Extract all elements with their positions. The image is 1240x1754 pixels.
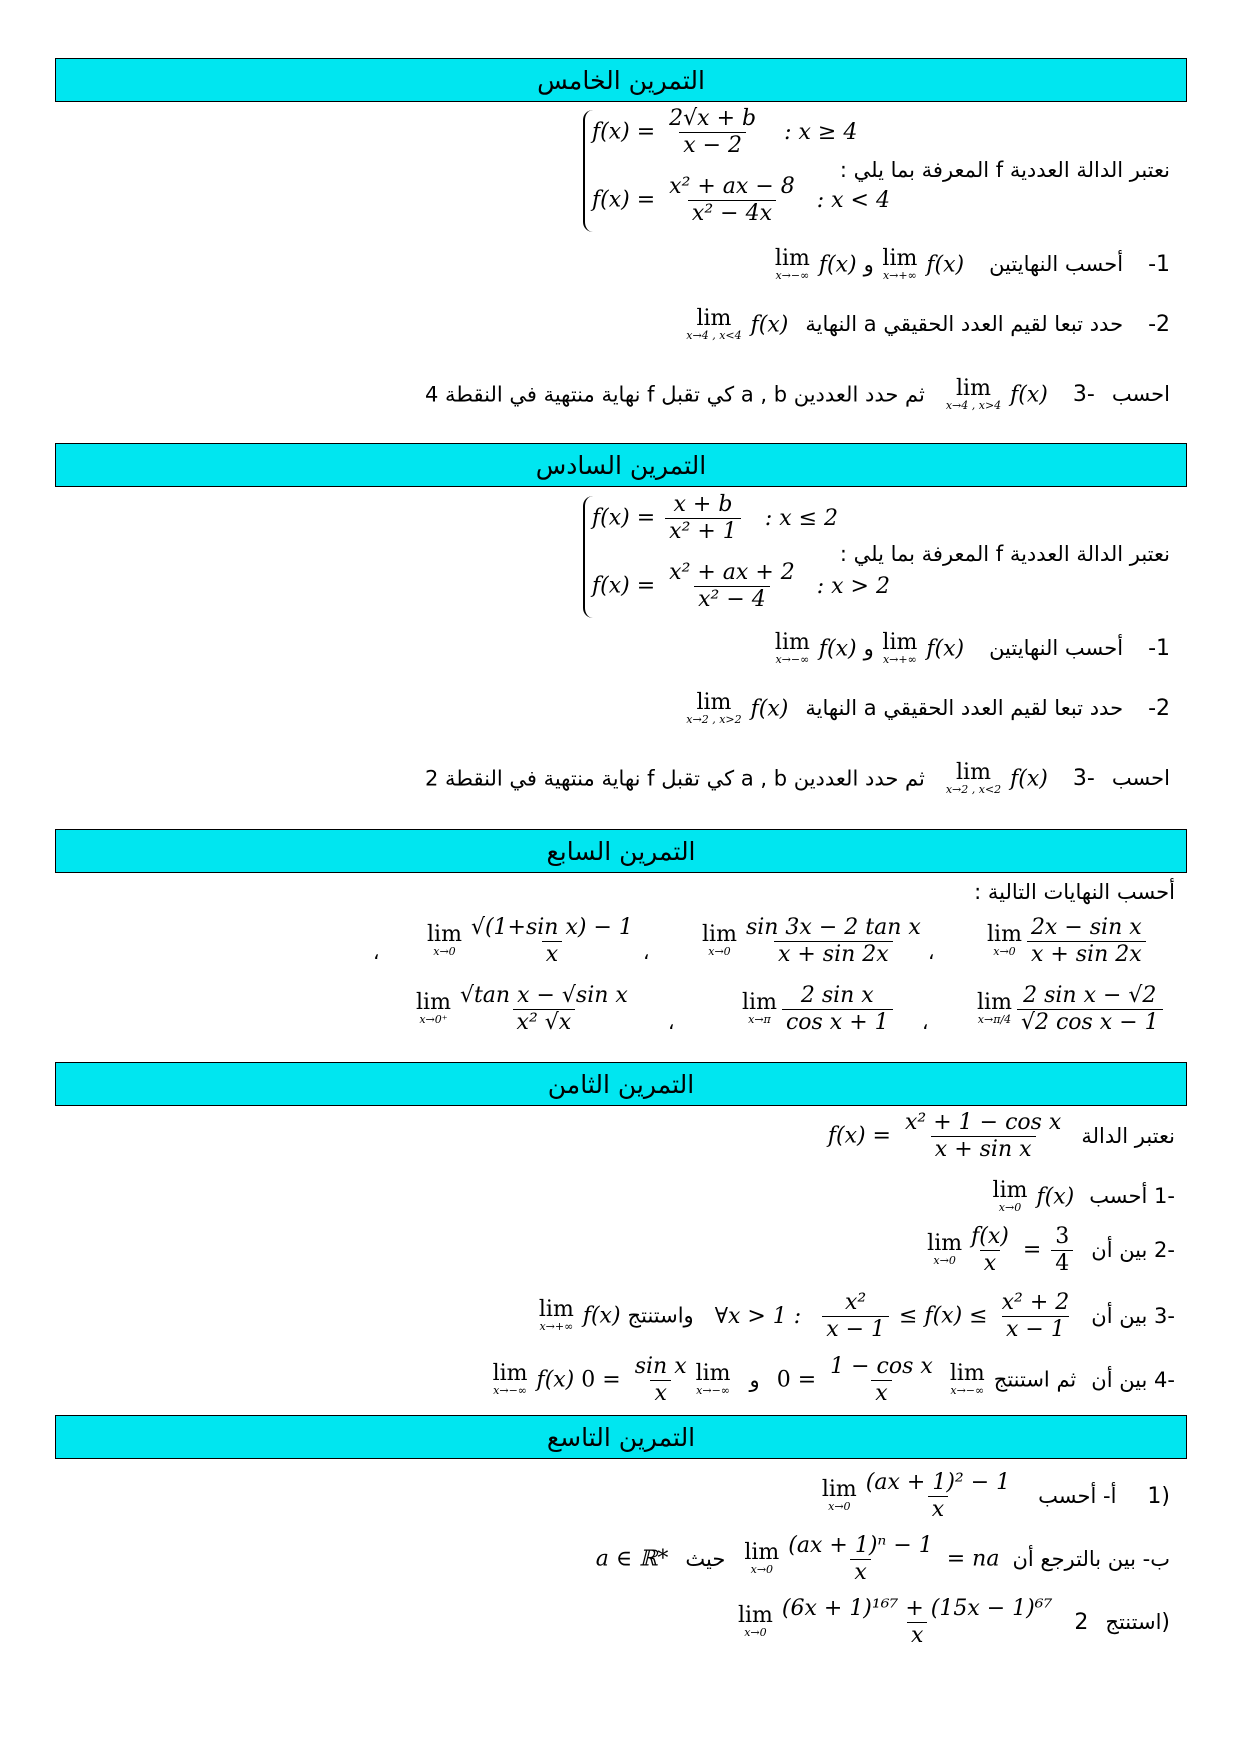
ex7-lim3-den: x bbox=[542, 941, 562, 966]
ex7-lim6-num: √tan x − √sin x bbox=[459, 983, 628, 1008]
exercise-5-title: التمرين الخامس bbox=[537, 65, 705, 95]
ex6-case1-cond: : x ≤ 2 bbox=[764, 505, 839, 531]
ex5-case2-num: x² + ax − 8 bbox=[669, 174, 795, 199]
ex6-case1-den: x² + 1 bbox=[665, 518, 741, 543]
lim-label: lim x→π/4 bbox=[977, 990, 1012, 1027]
lim-label: lim x→−∞ bbox=[949, 1361, 985, 1398]
lim-left: lim x→−∞ bbox=[774, 630, 810, 666]
ex5-case2-cond: : x < 4 bbox=[816, 187, 890, 213]
ex8-intro: نعتبر الدالة bbox=[1081, 1123, 1175, 1148]
ex8-q4-a-num: sin x bbox=[634, 1354, 687, 1379]
lim-label: lim x→0 bbox=[821, 1477, 857, 1514]
ex7-lim1-sub: x→0 bbox=[993, 945, 1016, 959]
exercise-9-banner bbox=[55, 1415, 1187, 1459]
ex6-case1-fraction bbox=[665, 494, 741, 543]
ex7-lim2-fraction bbox=[742, 917, 925, 966]
ex6-case-2 bbox=[592, 562, 890, 611]
ex8-q3-label: -3 بين أن bbox=[1091, 1303, 1175, 1328]
lim-right: lim x→+∞ bbox=[882, 246, 918, 282]
ex5-case2-fraction bbox=[665, 176, 799, 225]
ex9-q1b-sub: x→0 bbox=[750, 1563, 774, 1577]
ex6-case2-cond: : x > 2 bbox=[816, 573, 890, 599]
lim-label: lim x→−∞ bbox=[695, 1361, 731, 1398]
ex6-intro: نعتبر الدالة العددية f المعرفة بما يلي : bbox=[839, 542, 1170, 566]
ex7-limit-6 bbox=[414, 985, 635, 1034]
ex6-case2-num: x² + ax + 2 bbox=[669, 560, 795, 585]
ex6-case2-den: x² − 4 bbox=[694, 586, 770, 611]
ex7-lim3-num: √(1+sin x) − 1 bbox=[470, 915, 633, 940]
ex7-limit-1 bbox=[985, 917, 1149, 966]
ex5-q2-sub: x→4 , x<4 bbox=[686, 329, 742, 342]
ex8-definition bbox=[828, 1112, 1175, 1161]
exercise-8-title: التمرين الثامن bbox=[547, 1069, 695, 1099]
lim-label: lim x→0 bbox=[992, 1178, 1028, 1214]
ex6-q2-sub: x→2 , x>2 bbox=[686, 713, 742, 726]
ex9-q1-den: x bbox=[928, 1496, 948, 1521]
ex8-question-1: lim x→0 f(x) -1 أحسب bbox=[992, 1178, 1175, 1214]
ex8-question-4: lim x→−∞ f(x) ثم استنتج lim x→−∞ $\frac{\text{1 − cos x}}{x}$ = 0 و lim x→−∞ $\frac{\text{sin x}}{x}$ = 0 -4 بين أن bbox=[492, 1354, 1175, 1406]
ex8-q3-left-fraction bbox=[822, 1292, 889, 1341]
ex9-q2-text: استنتج bbox=[1105, 1609, 1162, 1634]
lim-label: lim x→0 bbox=[702, 922, 737, 959]
ex7-lim1-den: x + sin 2x bbox=[1027, 941, 1146, 966]
ex6-q1-text: أحسب النهايتين bbox=[989, 636, 1124, 661]
lim-label: lim x→0 bbox=[737, 1603, 773, 1640]
ex6-q1-sub-a: x→−∞ bbox=[775, 653, 810, 666]
ex6-question-3: ثم حدد العددين a , b كي تقبل f نهاية منتهية في النقطة 2 lim x→2 , x<2 f(x) احسب -3 bbox=[424, 760, 1170, 796]
exercise-5-banner bbox=[55, 58, 1187, 102]
ex7-lim3-fraction bbox=[467, 917, 637, 966]
ex9-question-1a bbox=[820, 1472, 1170, 1521]
ex8-q4-sub-a: x→−∞ bbox=[696, 1384, 730, 1398]
ex5-case1-fraction bbox=[665, 108, 760, 157]
ex8-q2-den: x bbox=[980, 1250, 1000, 1275]
ex5-q2-text: حدد تبعا لقيم العدد الحقيقي a النهاية bbox=[805, 312, 1124, 337]
ex7-lim3-sub: x→0 bbox=[433, 945, 456, 959]
ex8-q4-b-rhs: = 0 bbox=[776, 1367, 817, 1393]
lim-4-minus: lim x→4 , x<4 bbox=[686, 306, 742, 342]
ex5-q1-sub-b: x→+∞ bbox=[882, 269, 917, 282]
lim-4-plus: lim x→4 , x>4 bbox=[945, 376, 1002, 412]
ex8-f-den: x + sin x bbox=[931, 1136, 1036, 1161]
ex7-lim4-fraction bbox=[1017, 985, 1163, 1034]
lim-right: lim x→+∞ bbox=[882, 630, 918, 666]
ex8-q3-mid: ≤ f(x) ≤ bbox=[899, 1303, 988, 1329]
ex8-q4-a-den: x bbox=[650, 1380, 670, 1405]
ex8-q4-label: -4 بين أن bbox=[1091, 1367, 1175, 1392]
lim-label bbox=[927, 1233, 962, 1268]
ex9-q1b-num: (ax + 1)ⁿ − 1 bbox=[788, 1533, 933, 1558]
ex6-case2-fraction bbox=[665, 562, 799, 611]
ex7-limit-5 bbox=[740, 985, 896, 1034]
separator: ، bbox=[928, 940, 935, 964]
ex6-case-1 bbox=[592, 494, 838, 543]
ex6-q3-sub: x→2 , x<2 bbox=[945, 783, 1002, 796]
ex6-q3-num: -3 bbox=[1072, 766, 1095, 792]
exercise-8-banner bbox=[55, 1062, 1187, 1106]
lim-label: lim x→0⁺ bbox=[416, 990, 451, 1027]
ex8-q3-left-num: x² bbox=[845, 1290, 867, 1315]
lim-label: lim x→0 bbox=[744, 1540, 780, 1577]
ex8-q3-left-den: x − 1 bbox=[822, 1316, 889, 1341]
ex8-q2-rhs-den: 4 bbox=[1051, 1250, 1073, 1275]
ex8-q4-conclusion: ثم استنتج bbox=[993, 1367, 1077, 1392]
ex7-lim1-num: 2x − sin x bbox=[1030, 915, 1142, 940]
ex6-q2-num: -2 bbox=[1148, 696, 1170, 722]
ex8-q1-sub: x→0 bbox=[998, 1201, 1022, 1214]
separator: ، bbox=[373, 940, 380, 964]
ex5-q3-sub: x→4 , x>4 bbox=[945, 399, 1002, 412]
lim-label: lim x→π bbox=[742, 990, 777, 1027]
ex9-q1b-set: a ∈ ℝ* bbox=[595, 1546, 669, 1572]
lim-2-plus: lim x→2 , x>2 bbox=[686, 690, 742, 726]
ex9-q2-den: x bbox=[907, 1622, 927, 1647]
ex8-q1-label: -1 أحسب bbox=[1089, 1184, 1175, 1209]
ex5-question-2: lim x→4 , x<4 f(x) حدد تبعا لقيم العدد الحقيقي a النهاية -2 bbox=[686, 306, 1170, 342]
ex9-q1b-fraction bbox=[784, 1535, 936, 1584]
ex6-q3-text: احسب bbox=[1111, 766, 1170, 791]
ex8-q2-label: -2 بين أن bbox=[1091, 1237, 1175, 1262]
ex8-q4-b-num: 1 − cos x bbox=[830, 1354, 933, 1379]
ex5-case2-lhs: f(x) = bbox=[592, 187, 656, 213]
ex9-q2-num: (6x + 1)¹⁶⁷ + (15x − 1)⁶⁷ bbox=[781, 1596, 1053, 1621]
exercise-9-title: التمرين التاسع bbox=[546, 1422, 696, 1452]
ex9-q1-num: (ax + 1)² − 1 bbox=[865, 1470, 1011, 1495]
exercise-7-banner bbox=[55, 829, 1187, 873]
ex9-q1b-text: ب- بين بالترجع أن bbox=[1012, 1546, 1170, 1571]
ex9-q1b-where: حيث bbox=[685, 1546, 726, 1571]
ex8-question-3: lim x→+∞ f(x) واستنتج ∀x > 1 : $\frac{\text{x²}}{x - 1}$ ≤ f(x) ≤ $\frac{\text{x² + 2}}{x - 1}$ -3 بين أن bbox=[538, 1290, 1175, 1342]
ex6-q1-sub-b: x→+∞ bbox=[882, 653, 917, 666]
ex7-limit-4 bbox=[975, 985, 1166, 1034]
ex9-q1-label: 1) bbox=[1147, 1483, 1170, 1509]
ex9-q1b-rhs: = na bbox=[946, 1546, 1000, 1572]
exercise-6-title: التمرين السادس bbox=[535, 450, 707, 480]
ex9-question-1b bbox=[596, 1535, 1170, 1584]
ex6-case2-lhs: f(x) = bbox=[592, 573, 656, 599]
ex5-case-1 bbox=[592, 108, 857, 157]
ex5-q3-text: احسب bbox=[1111, 382, 1170, 407]
ex7-lim2-den: x + sin 2x bbox=[774, 941, 893, 966]
separator: ، bbox=[643, 940, 650, 964]
ex6-q2-text: حدد تبعا لقيم العدد الحقيقي a النهاية bbox=[805, 696, 1124, 721]
ex8-question-2: lim x→0 $\frac{f(x)}{x}$ = $\frac{3}{4}$ -2 بين أن bbox=[927, 1224, 1175, 1276]
ex7-limit-3 bbox=[425, 917, 640, 966]
separator: ، bbox=[922, 1010, 929, 1034]
ex7-lim1-fraction bbox=[1027, 917, 1146, 966]
ex8-q2-lim: lim bbox=[927, 1231, 963, 1257]
ex7-lim2-sub: x→0 bbox=[708, 945, 731, 959]
exercise-7-title: التمرين السابع bbox=[546, 836, 696, 866]
ex8-q2-rhs bbox=[1051, 1226, 1073, 1275]
lim-label: lim x→+∞ bbox=[538, 1297, 574, 1334]
ex9-q1-sub: x→0 bbox=[828, 1500, 851, 1514]
ex7-limit-2 bbox=[700, 917, 928, 966]
ex6-q1-num: -1 bbox=[1148, 636, 1170, 662]
ex9-question-2 bbox=[736, 1598, 1170, 1647]
ex5-case2-den: x² − 4x bbox=[688, 200, 776, 225]
ex8-q3-right-fraction bbox=[998, 1292, 1074, 1341]
lim-left: lim x→−∞ bbox=[774, 246, 810, 282]
ex8-f-num: x² + 1 − cos x bbox=[905, 1110, 1062, 1135]
ex6-question-2: lim x→2 , x>2 f(x) حدد تبعا لقيم العدد الحقيقي a النهاية -2 bbox=[686, 690, 1170, 726]
ex8-q4-a-fraction bbox=[631, 1356, 691, 1405]
ex8-q2-num: f(x) bbox=[971, 1224, 1009, 1249]
ex6-question-1: lim x→−∞ f(x) و lim x→+∞ f(x) أحسب النهايتين -1 bbox=[774, 630, 1170, 666]
ex7-lim4-den: √2 cos x − 1 bbox=[1017, 1009, 1163, 1034]
ex8-q3-right-den: x − 1 bbox=[1002, 1316, 1069, 1341]
ex9-q1b-den: x bbox=[850, 1559, 870, 1584]
ex9-q1-fraction bbox=[862, 1472, 1014, 1521]
ex7-intro: أحسب النهايات التالية : bbox=[974, 880, 1175, 904]
ex8-f-fraction bbox=[901, 1112, 1065, 1161]
ex9-q2-label: 2) bbox=[1074, 1609, 1170, 1635]
ex7-lim5-fraction bbox=[782, 985, 893, 1034]
lim-label: lim x→−∞ bbox=[492, 1361, 528, 1398]
ex6-case1-num: x + b bbox=[673, 492, 733, 517]
ex5-q3-rest: ثم حدد العددين a , b كي تقبل f نهاية منتهية في النقطة 4 bbox=[424, 382, 925, 407]
ex5-case1-lhs: f(x) = bbox=[592, 119, 656, 145]
ex8-f-lhs: f(x) = bbox=[827, 1123, 891, 1149]
ex5-q3-num: -3 bbox=[1072, 382, 1095, 408]
ex5-question-1: lim x→−∞ f(x) و lim x→+∞ f(x) أحسب النهايتين -1 bbox=[774, 246, 1170, 282]
ex8-q3-conclusion: واستنتج bbox=[627, 1303, 694, 1328]
lim-label: lim x→0 bbox=[987, 922, 1022, 959]
ex5-question-3: ثم حدد العددين a , b كي تقبل f نهاية منتهية في النقطة 4 lim x→4 , x>4 f(x) احسب -3 bbox=[424, 376, 1170, 412]
ex5-case1-num: 2√x + b bbox=[669, 106, 757, 131]
ex7-lim5-sub: x→π bbox=[748, 1013, 771, 1027]
ex7-lim2-num: sin 3x − 2 tan x bbox=[745, 915, 921, 940]
ex5-q1-num: -1 bbox=[1148, 252, 1170, 278]
ex8-q4-a-rhs: = 0 bbox=[581, 1367, 621, 1393]
ex8-q2-fraction bbox=[967, 1226, 1013, 1275]
ex7-lim5-den: cos x + 1 bbox=[782, 1009, 893, 1034]
ex7-lim6-sub: x→0⁺ bbox=[419, 1013, 448, 1027]
ex5-q1-sub-a: x→−∞ bbox=[775, 269, 810, 282]
ex8-q4-sub-b: x→−∞ bbox=[950, 1384, 985, 1398]
ex9-q2-sub: x→0 bbox=[744, 1626, 767, 1640]
ex5-case1-den: x − 2 bbox=[679, 132, 746, 157]
exercise-6-banner bbox=[55, 443, 1187, 487]
ex8-q4-and: و bbox=[749, 1367, 760, 1392]
ex5-intro: نعتبر الدالة العددية f المعرفة بما يلي : bbox=[839, 158, 1170, 182]
ex8-q2-sub: x→0 bbox=[933, 1254, 956, 1268]
ex6-q3-rest: ثم حدد العددين a , b كي تقبل f نهاية منتهية في النقطة 2 bbox=[424, 766, 925, 791]
lim-2-minus: lim x→2 , x<2 bbox=[945, 760, 1002, 796]
ex7-lim4-num: 2 sin x − √2 bbox=[1023, 983, 1157, 1008]
ex8-q3-cond: ∀x > 1 : bbox=[714, 1303, 802, 1329]
ex5-q2-num: -2 bbox=[1148, 312, 1170, 338]
ex9-q2-fraction bbox=[778, 1598, 1057, 1647]
ex8-q3-sub: x→+∞ bbox=[539, 1320, 574, 1334]
ex9-q1a-text: أ- أحسب bbox=[1038, 1483, 1117, 1508]
lim-label: lim x→0 bbox=[427, 922, 462, 959]
ex5-case-2 bbox=[592, 176, 890, 225]
ex8-q4-b-den: x bbox=[871, 1380, 891, 1405]
separator: ، bbox=[668, 1010, 675, 1034]
ex8-q2-rhs-num: 3 bbox=[1055, 1224, 1070, 1249]
ex8-q3-right-num: x² + 2 bbox=[1001, 1290, 1070, 1315]
ex7-lim5-num: 2 sin x bbox=[800, 983, 874, 1008]
ex7-lim6-fraction bbox=[456, 985, 632, 1034]
ex6-case1-lhs: f(x) = bbox=[592, 505, 656, 531]
ex7-lim6-den: x² √x bbox=[513, 1009, 576, 1034]
ex5-q1-text: أحسب النهايتين bbox=[989, 252, 1124, 277]
ex8-q4-b-fraction bbox=[826, 1356, 937, 1405]
ex7-lim4-sub: x→π/4 bbox=[977, 1013, 1012, 1027]
ex5-case1-cond: : x ≥ 4 bbox=[784, 119, 858, 145]
ex8-q4-sub-c: x→−∞ bbox=[493, 1384, 527, 1398]
